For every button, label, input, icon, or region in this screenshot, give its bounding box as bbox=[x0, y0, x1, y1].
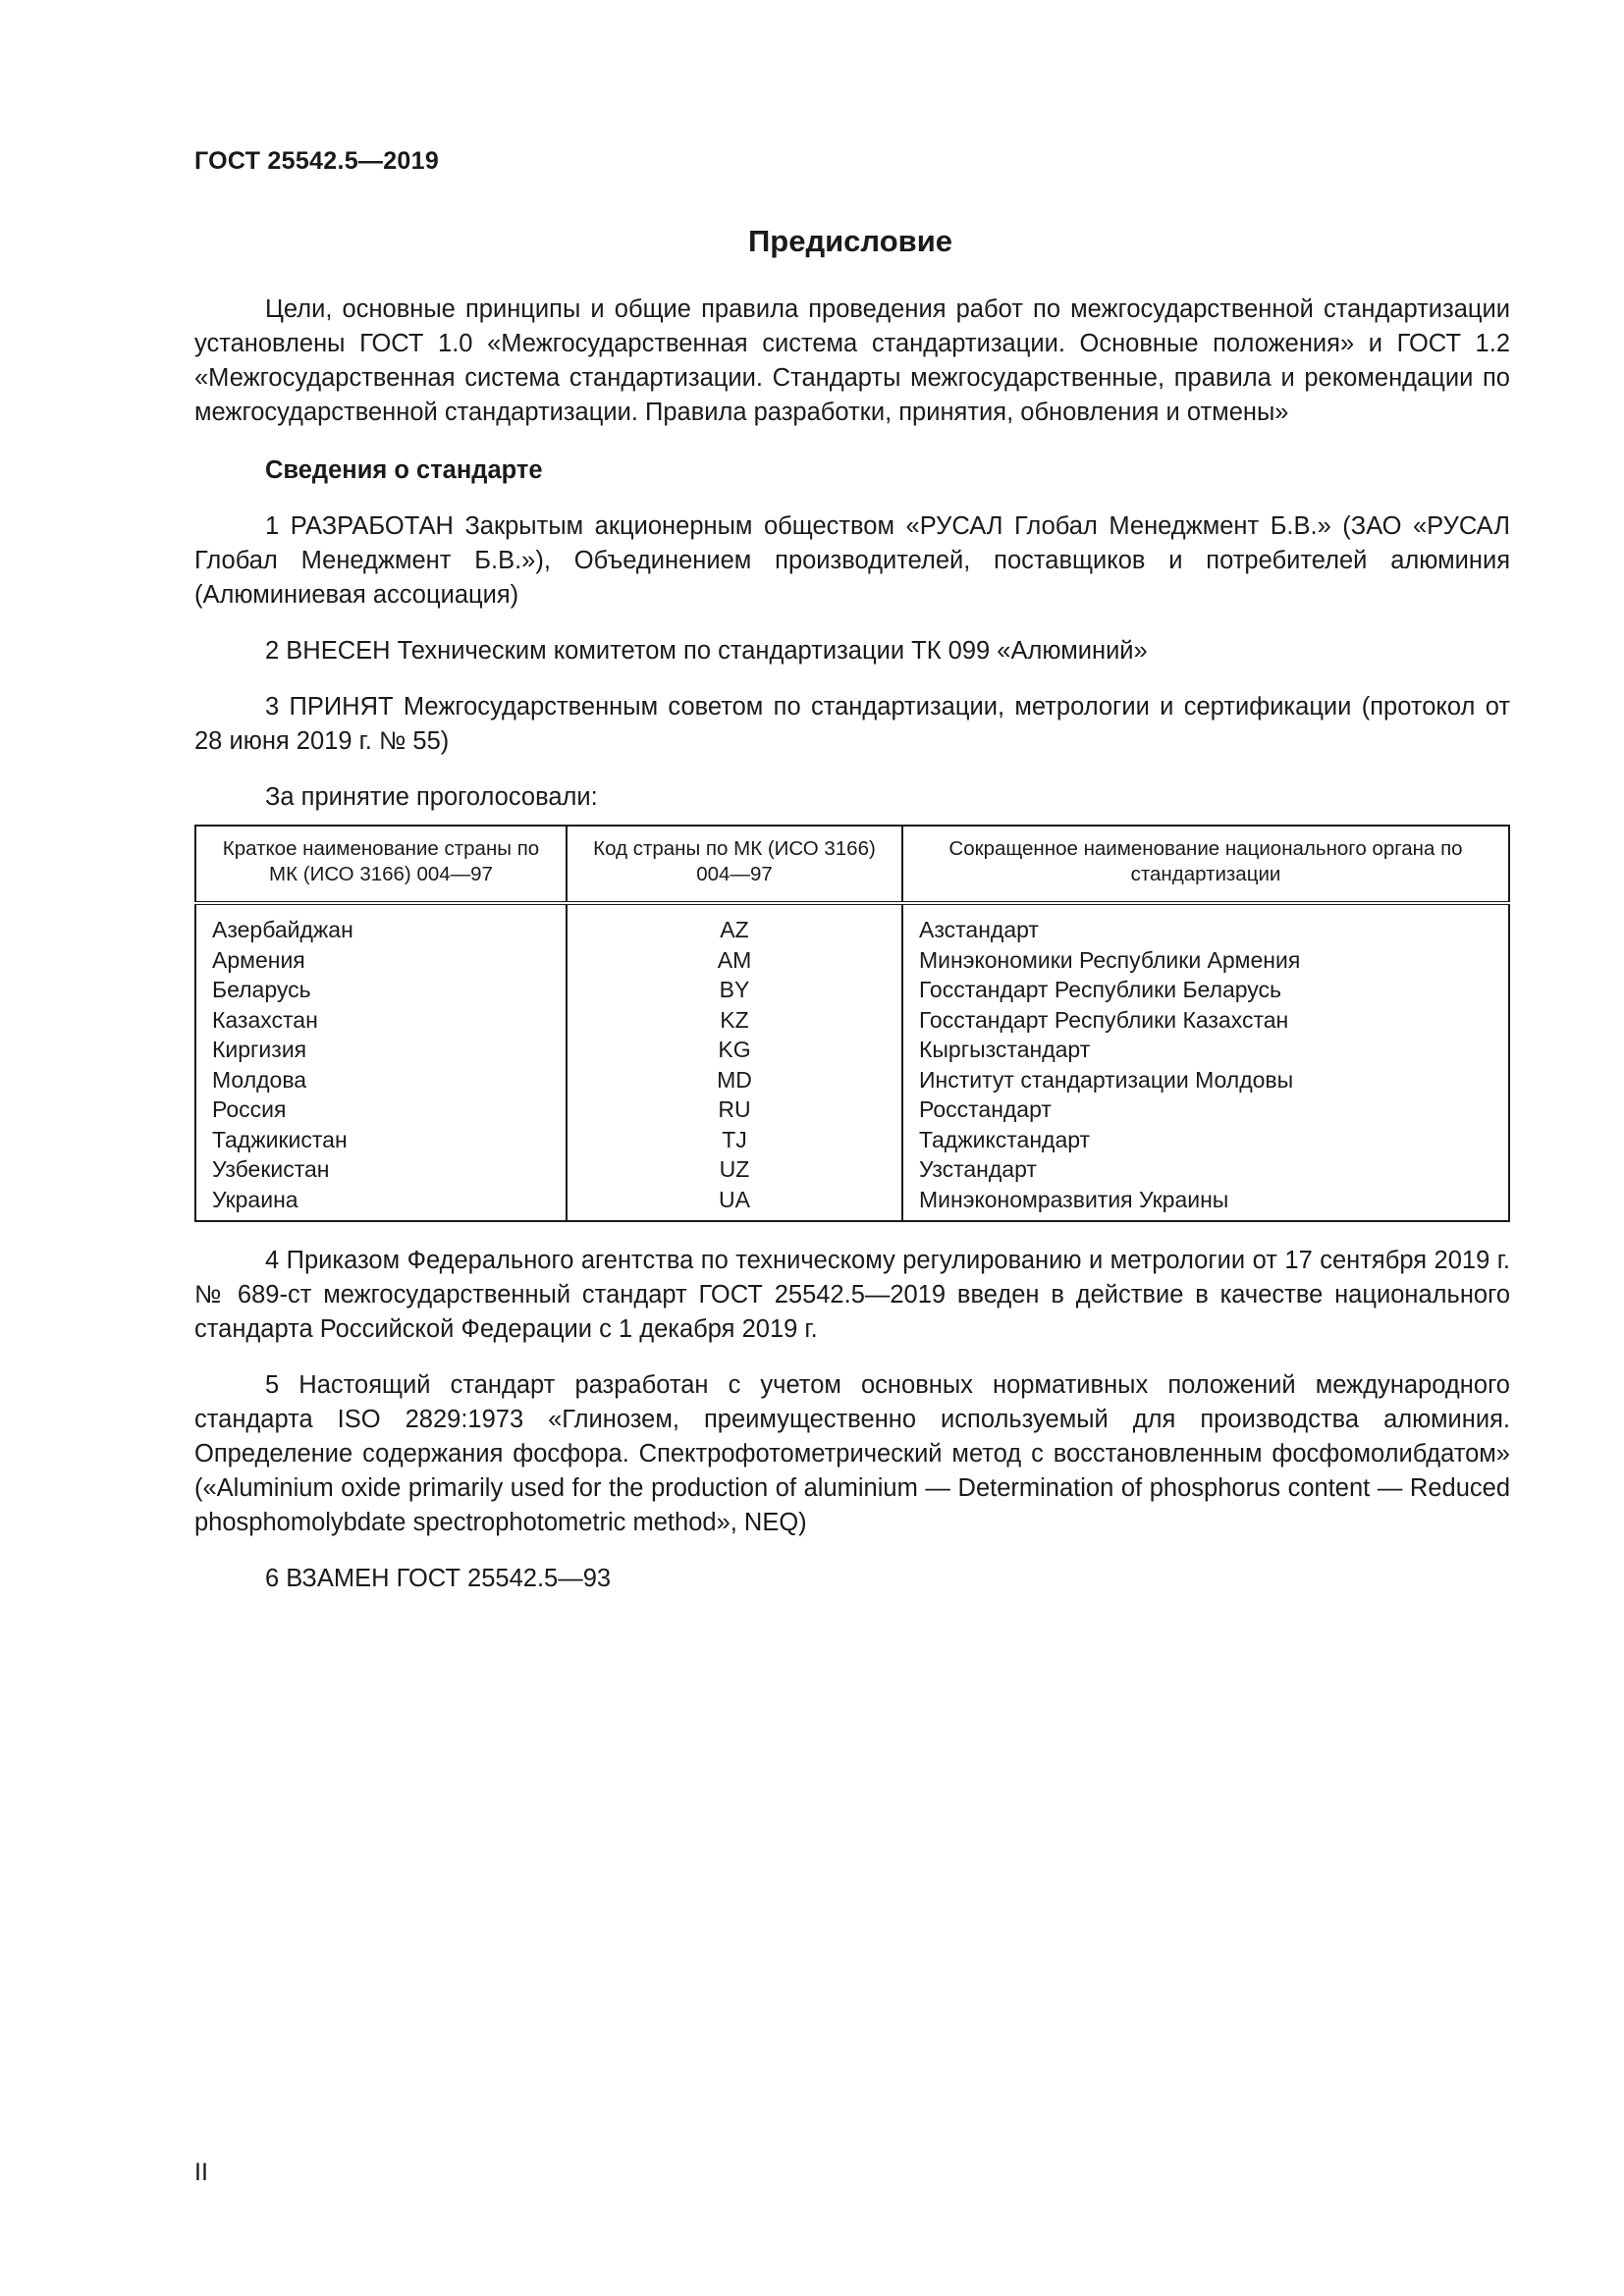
country-cell: Таджикистан bbox=[212, 1126, 348, 1152]
code-cell: KZ bbox=[567, 1005, 902, 1036]
voting-intro: За принятие проголосовали: bbox=[265, 783, 598, 811]
table-row bbox=[195, 1095, 1509, 1125]
body-cell: Госстандарт Республики Беларусь bbox=[902, 975, 1509, 1005]
item-developed: 1 РАЗРАБОТАН Закрытым акционерным обществом «РУСАЛ Глобал Менеджмент Б.В.» (ЗАО «РУСАЛ Глобал Менеджмент Б.В.»), Объединением производителей, поставщиков и потребителей алюминия (Алюминиевая ассоциация) bbox=[194, 512, 1510, 609]
body-cell: Росстандарт bbox=[902, 1095, 1509, 1125]
table-row bbox=[195, 1035, 1509, 1065]
body-cell: Таджикстандарт bbox=[902, 1125, 1509, 1155]
document-code: ГОСТ 25542.5—2019 bbox=[194, 147, 440, 175]
table-row bbox=[195, 1125, 1509, 1155]
body-cell: Кыргызстандарт bbox=[902, 1035, 1509, 1065]
item-replaces: 6 ВЗАМЕН ГОСТ 25542.5—93 bbox=[265, 1565, 612, 1592]
body-cell: Госстандарт Республики Казахстан bbox=[902, 1005, 1509, 1036]
table-header-row bbox=[195, 826, 1509, 903]
code-cell: UA bbox=[567, 1185, 902, 1222]
table-row bbox=[195, 1185, 1509, 1222]
item-adopted: 3 ПРИНЯТ Межгосударственным советом по стандартизации, метрологии и сертификации (протокол от 28 июня 2019 г. № 55) bbox=[194, 693, 1510, 755]
voting-table bbox=[194, 825, 1510, 1222]
page-title: Предисловие bbox=[747, 224, 952, 258]
code-cell: UZ bbox=[567, 1154, 902, 1185]
code-cell: AZ bbox=[567, 903, 902, 945]
body-cell: Азстандарт bbox=[902, 903, 1509, 945]
body-cell: Узстандарт bbox=[902, 1154, 1509, 1185]
body-cell: Минэкономики Республики Армения bbox=[902, 945, 1509, 976]
section-heading: Сведения о стандарте bbox=[265, 456, 543, 484]
table-row bbox=[195, 1154, 1509, 1185]
code-cell: MD bbox=[567, 1065, 902, 1095]
table-row bbox=[195, 1065, 1509, 1095]
item-introduced: 2 ВНЕСЕН Техническим комитетом по стандартизации ТК 099 «Алюминий» bbox=[265, 637, 1148, 665]
country-cell: Беларусь bbox=[212, 977, 311, 1002]
header-body: Сокращенное наименование национального органа по стандартизации bbox=[902, 826, 1509, 903]
header-country: Краткое наименование страны по МК (ИСО 3166) 004—97 bbox=[195, 826, 567, 903]
country-cell: Украина bbox=[212, 1186, 298, 1212]
body-cell: Минэкономразвития Украины bbox=[902, 1185, 1509, 1222]
intro-paragraph: Цели, основные принципы и общие правила проведения работ по межгосударственной стандартизации установлены ГОСТ 1.0 «Межгосударственная система стандартизации. Основные положения» и ГОСТ 1.2 «Межгосударственная система стандартизации. Стандарты межгосударственные, правила и рекомендации по межгосударственной стандартизации. Правила разработки, принятия, обновления и отмены» bbox=[194, 295, 1510, 426]
country-cell: Азербайджан bbox=[212, 917, 353, 942]
body-cell: Институт стандартизации Молдовы bbox=[902, 1065, 1509, 1095]
document-body bbox=[194, 293, 1510, 1596]
country-cell: Киргизия bbox=[212, 1037, 307, 1062]
item-international-basis: 5 Настоящий стандарт разработан с учетом основных нормативных положений международного стандарта ISO 2829:1973 «Глинозем, преимущественно используемый для производства алюминия. Определение содержания фосфора. Спектрофотометрический метод с восстановленным фосфомолибдатом» («Aluminium oxide primarily used for the production of aluminium — Determination of phosphorus content — Reduced phosphomolybdate spectrophotometric method», NEQ) bbox=[194, 1371, 1510, 1536]
code-cell: BY bbox=[567, 975, 902, 1005]
code-cell: RU bbox=[567, 1095, 902, 1125]
country-cell: Армения bbox=[212, 946, 305, 973]
country-cell: Узбекистан bbox=[212, 1156, 330, 1182]
country-cell: Казахстан bbox=[212, 1006, 318, 1033]
page-number: II bbox=[194, 2159, 208, 2186]
code-cell: TJ bbox=[567, 1125, 902, 1155]
country-cell: Россия bbox=[212, 1096, 287, 1122]
country-cell: Молдова bbox=[212, 1066, 307, 1093]
code-cell: KG bbox=[567, 1035, 902, 1065]
item-enacted: 4 Приказом Федерального агентства по техническому регулированию и метрологии от 17 сентября 2019 г. № 689-ст межгосударственный стандарт ГОСТ 25542.5—2019 введен в действие в качестве национального стандарта Российской Федерации с 1 декабря 2019 г. bbox=[194, 1247, 1510, 1343]
table-row bbox=[195, 975, 1509, 1005]
table-row bbox=[195, 945, 1509, 976]
header-code: Код страны по МК (ИСО 3166) 004—97 bbox=[567, 826, 902, 903]
table-row bbox=[195, 1005, 1509, 1036]
table-row bbox=[195, 903, 1509, 945]
code-cell: AM bbox=[567, 945, 902, 976]
